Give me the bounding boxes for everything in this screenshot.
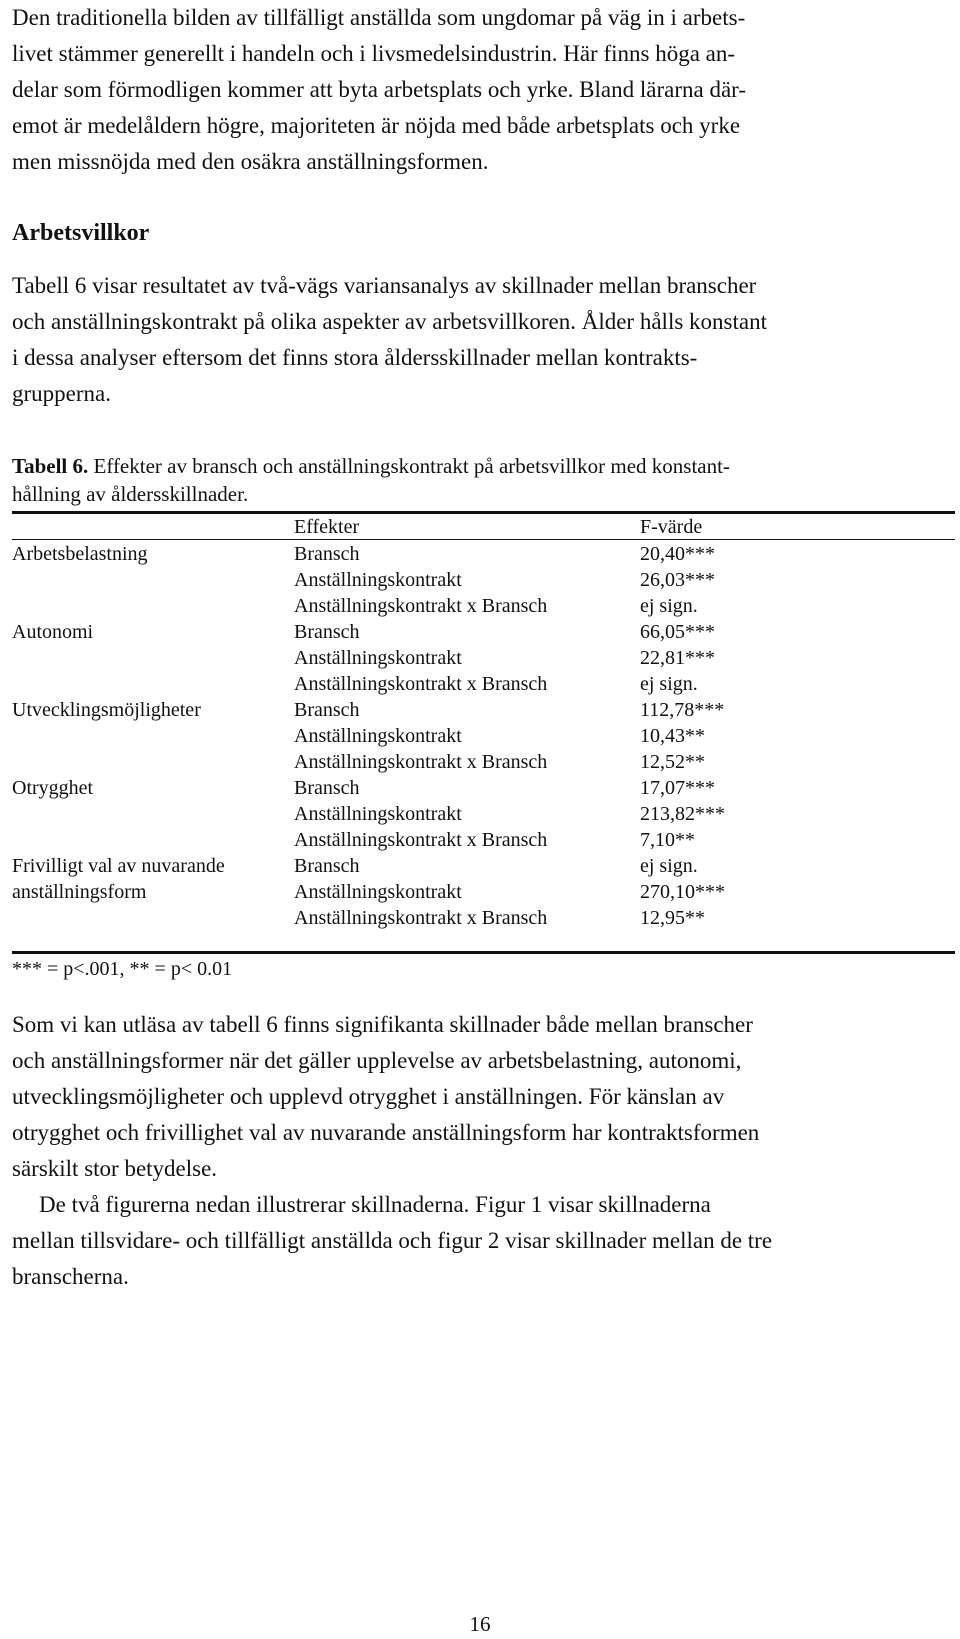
caption-label: Tabell 6. bbox=[12, 454, 89, 478]
page-number: 16 bbox=[469, 1612, 491, 1636]
paragraph-line: Tabell 6 visar resultatet av två-vägs variansanalys av skillnader mellan branscher bbox=[12, 273, 757, 298]
effekt-cell: Anställningskontrakt bbox=[294, 569, 462, 591]
intro-paragraph bbox=[12, 0, 942, 180]
tabell6-paragraph bbox=[12, 268, 942, 412]
paragraph-line: Den traditionella bilden av tillfälligt anställda som ungdomar på väg in i arbets- bbox=[12, 5, 746, 30]
f-value-cell: 22,81*** bbox=[640, 647, 715, 669]
effekt-cell: Bransch bbox=[294, 621, 360, 643]
paragraph-line: utvecklingsmöjligheter och upplevd otrygghet i anställningen. För känslan av bbox=[12, 1084, 725, 1109]
effekt-cell: Anställningskontrakt bbox=[294, 725, 462, 747]
paragraph-line: emot är medelåldern högre, majoriteten är nöjda med både arbetsplats och yrke bbox=[12, 113, 741, 138]
effekt-cell: Anställningskontrakt bbox=[294, 803, 462, 825]
paragraph-line: särskilt stor betydelse. bbox=[12, 1156, 218, 1181]
effekt-cell: Anställningskontrakt x Bransch bbox=[294, 907, 548, 929]
f-value-cell: 112,78*** bbox=[640, 699, 725, 721]
f-value-cell: 7,10** bbox=[640, 829, 695, 851]
effekt-cell: Anställningskontrakt x Bransch bbox=[294, 829, 548, 851]
row-label: Autonomi bbox=[12, 621, 94, 643]
caption-line: hållning av åldersskillnader. bbox=[12, 482, 249, 506]
effekt-cell: Anställningskontrakt bbox=[294, 647, 462, 669]
section-heading: Arbetsvillkor bbox=[12, 220, 150, 246]
f-value-cell: 10,43** bbox=[640, 725, 705, 747]
effekt-cell: Bransch bbox=[294, 543, 360, 565]
f-value-cell: 17,07*** bbox=[640, 777, 715, 799]
effekt-cell: Anställningskontrakt x Bransch bbox=[294, 751, 548, 773]
effekt-cell: Bransch bbox=[294, 855, 360, 877]
f-value-cell: 20,40*** bbox=[640, 543, 715, 565]
paragraph-line: Som vi kan utläsa av tabell 6 finns signifikanta skillnader både mellan branscher bbox=[12, 1012, 753, 1037]
result-paragraph bbox=[12, 1007, 942, 1295]
column-header-f-varde: F-värde bbox=[640, 516, 703, 538]
f-value-cell: 12,52** bbox=[640, 751, 705, 773]
paragraph-line: i dessa analyser eftersom det finns stora åldersskillnader mellan kontrakts- bbox=[12, 345, 698, 370]
paragraph-line: mellan tillsvidare- och tillfälligt anställda och figur 2 visar skillnader mellan de tre bbox=[12, 1228, 773, 1253]
paragraph-line: branscherna. bbox=[12, 1264, 129, 1289]
row-label: Frivilligt val av nuvarande bbox=[12, 855, 225, 877]
paragraph-line: De två figurerna nedan illustrerar skillnaderna. Figur 1 visar skillnaderna bbox=[39, 1192, 711, 1217]
effekt-cell: Bransch bbox=[294, 777, 360, 799]
f-value-cell: 213,82*** bbox=[640, 803, 725, 825]
effekt-cell: Anställningskontrakt x Bransch bbox=[294, 673, 548, 695]
paragraph-line: otrygghet och frivillighet val av nuvarande anställningsform har kontraktsformen bbox=[12, 1120, 760, 1145]
paragraph-line: livet stämmer generellt i handeln och i livsmedelsindustrin. Här finns höga an- bbox=[12, 41, 736, 66]
effekt-cell: Anställningskontrakt x Bransch bbox=[294, 595, 548, 617]
table-bottom-rule bbox=[12, 951, 955, 954]
row-label: Otrygghet bbox=[12, 777, 94, 799]
table-top-rule bbox=[12, 511, 955, 514]
f-value-cell: 12,95** bbox=[640, 907, 705, 929]
paragraph-line: grupperna. bbox=[12, 381, 111, 406]
column-header-effekter: Effekter bbox=[294, 516, 360, 538]
f-value-cell: 26,03*** bbox=[640, 569, 715, 591]
paragraph-line: delar som förmodligen kommer att byta arbetsplats och yrke. Bland lärarna där- bbox=[12, 77, 747, 102]
effekt-cell: Anställningskontrakt bbox=[294, 881, 462, 903]
paragraph-line: och anställningskontrakt på olika aspekter av arbetsvillkoren. Ålder hålls konstant bbox=[12, 309, 767, 334]
row-label: Arbetsbelastning bbox=[12, 543, 148, 565]
f-value-cell: ej sign. bbox=[640, 673, 698, 695]
effekt-cell: Bransch bbox=[294, 699, 360, 721]
row-label: anställningsform bbox=[12, 881, 147, 903]
caption-text: Effekter av bransch och anställningskontrakt på arbetsvillkor med konstant- bbox=[88, 454, 730, 478]
table-header-rule bbox=[12, 539, 955, 540]
paragraph-line: men missnöjda med den osäkra anställningsformen. bbox=[12, 149, 489, 174]
caption-line bbox=[12, 452, 942, 480]
row-label: Utvecklingsmöjligheter bbox=[12, 699, 201, 721]
f-value-cell: ej sign. bbox=[640, 595, 698, 617]
table-caption bbox=[12, 452, 942, 508]
f-value-cell: 270,10*** bbox=[640, 881, 725, 903]
f-value-cell: ej sign. bbox=[640, 855, 698, 877]
paragraph-line: och anställningsformer när det gäller upplevelse av arbetsbelastning, autonomi, bbox=[12, 1048, 742, 1073]
table-footnote: *** = p<.001, ** = p< 0.01 bbox=[12, 958, 233, 980]
f-value-cell: 66,05*** bbox=[640, 621, 715, 643]
